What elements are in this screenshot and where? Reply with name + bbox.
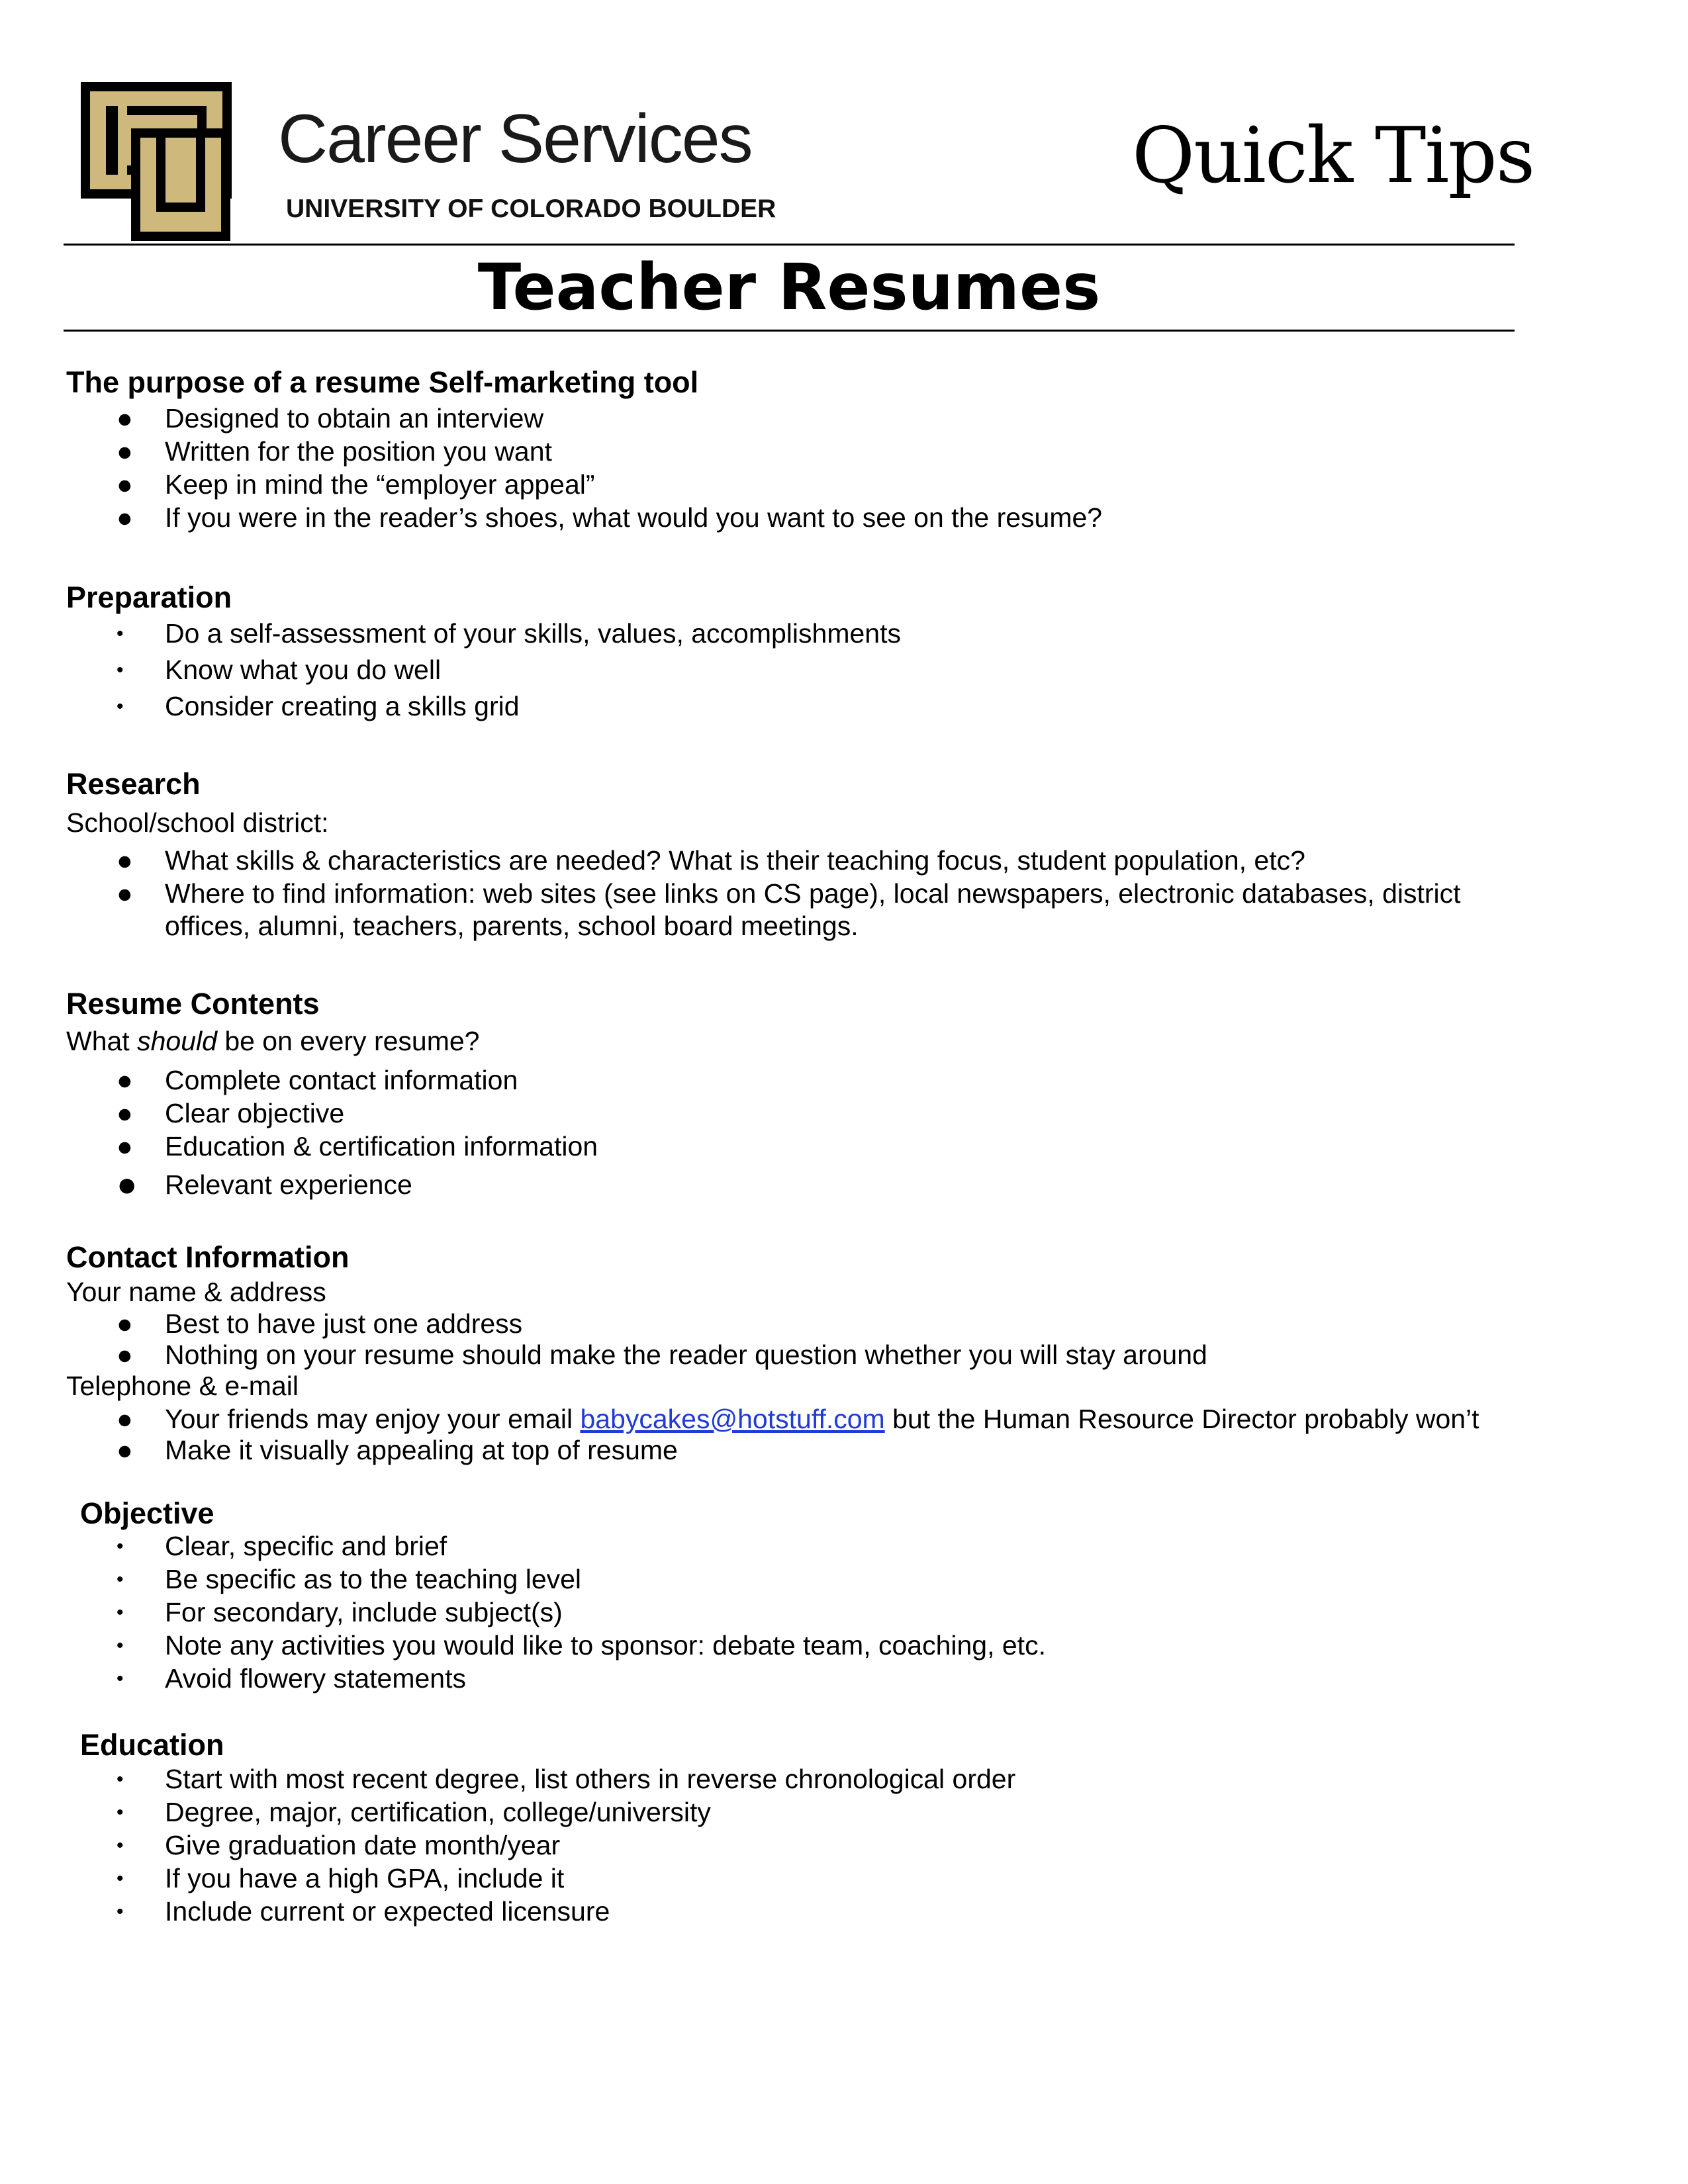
list-item: Note any activities you would like to sponsor: debate team, coaching, etc. [165, 1630, 1046, 1661]
bullet-dot: ● [117, 403, 133, 433]
header-rule [64, 244, 1515, 246]
list-item: Keep in mind the “employer appeal” [165, 469, 595, 500]
list-item: Start with most recent degree, list others in reverse chronological order [165, 1764, 1016, 1794]
list-item: Give graduation date month/year [165, 1830, 561, 1860]
bullet-dot: ● [117, 502, 133, 533]
bullet-dot: • [117, 696, 124, 717]
bullet-dot: ● [117, 436, 133, 467]
bullet-dot: ● [117, 469, 133, 500]
title-rule [64, 330, 1515, 332]
section-heading-education: Education [80, 1728, 224, 1762]
bullet-dot: ● [117, 845, 133, 876]
bullet-dot: • [117, 1801, 124, 1823]
list-item: Your friends may enjoy your email babycakes@hotstuff.com but the Human Resource Director probably won’t [165, 1404, 1479, 1434]
bullet-dot: • [117, 1569, 124, 1590]
section-subheading: Telephone & e-mail [66, 1371, 299, 1401]
list-item: What skills & characteristics are needed? What is their teaching focus, student population, etc? [165, 845, 1305, 876]
bullet-dot: ● [117, 1308, 133, 1339]
section-heading-research: Research [66, 767, 201, 801]
bullet-dot: • [117, 1768, 124, 1790]
list-item: If you were in the reader’s shoes, what would you want to see on the resume? [165, 502, 1103, 533]
list-item: Complete contact information [165, 1065, 518, 1095]
section-heading-preparation: Preparation [66, 580, 232, 614]
bullet-dot: ● [117, 1065, 133, 1095]
list-item: Where to find information: web sites (see links on CS page), local newspapers, electronic databases, district [165, 878, 1461, 909]
list-item: Do a self-assessment of your skills, values, accomplishments [165, 618, 901, 649]
list-item: Avoid flowery statements [165, 1663, 467, 1694]
bullet-dot: • [117, 1635, 124, 1657]
section-subheading: Your name & address [66, 1277, 326, 1307]
section-heading-contents: Resume Contents [66, 987, 320, 1021]
page-title: Teacher Resumes [477, 250, 1101, 324]
bullet-dot: • [117, 1868, 124, 1889]
bullet-dot: ● [117, 1435, 133, 1465]
bullet-dot: • [117, 1668, 124, 1690]
list-item: Be specific as to the teaching level [165, 1564, 582, 1594]
bullet-dot: ● [117, 1404, 133, 1434]
list-item: Make it visually appealing at top of resume [165, 1435, 678, 1465]
list-item: Consider creating a skills grid [165, 691, 520, 721]
list-item: Best to have just one address [165, 1308, 523, 1339]
list-item: Designed to obtain an interview [165, 403, 544, 433]
bullet-dot: • [117, 623, 124, 645]
quick-tips-label: Quick Tips [1132, 111, 1534, 201]
list-item: Know what you do well [165, 655, 442, 685]
cu-logo [75, 73, 254, 245]
bullet-dot: • [117, 1535, 124, 1557]
list-item: Include current or expected licensure [165, 1896, 610, 1927]
bullet-dot: • [117, 1901, 124, 1923]
list-item: Education & certification information [165, 1131, 598, 1161]
bullet-dot: ● [117, 1340, 133, 1370]
bullet-dot: ● [117, 878, 133, 909]
list-item-continuation: offices, alumni, teachers, parents, school board meetings. [165, 911, 859, 941]
list-item: For secondary, include subject(s) [165, 1597, 563, 1627]
section-intro: What should be on every resume? [66, 1026, 480, 1056]
bullet-dot: • [117, 659, 124, 681]
list-item: Degree, major, certification, college/university [165, 1797, 711, 1827]
org-name: Career Services [278, 101, 752, 177]
list-item: Clear, specific and brief [165, 1531, 447, 1561]
list-item: Relevant experience [165, 1169, 412, 1200]
section-heading-contact: Contact Information [66, 1240, 350, 1274]
bullet-dot: ● [117, 1098, 133, 1128]
list-item: Clear objective [165, 1098, 345, 1128]
bullet-dot: ● [117, 1165, 138, 1204]
bullet-dot: • [117, 1602, 124, 1623]
section-heading-purpose: The purpose of a resume Self-marketing tool [66, 365, 699, 399]
org-subtitle: UNIVERSITY OF COLORADO BOULDER [286, 195, 776, 223]
list-item: Written for the position you want [165, 436, 552, 467]
bullet-dot: • [117, 1835, 124, 1856]
section-intro: School/school district: [66, 807, 329, 838]
bullet-dot: ● [117, 1131, 133, 1161]
list-item: Nothing on your resume should make the reader question whether you will stay around [165, 1340, 1207, 1370]
email-link[interactable]: babycakes@hotstuff.com [580, 1404, 885, 1434]
section-heading-objective: Objective [80, 1496, 214, 1530]
list-item: If you have a high GPA, include it [165, 1863, 565, 1893]
